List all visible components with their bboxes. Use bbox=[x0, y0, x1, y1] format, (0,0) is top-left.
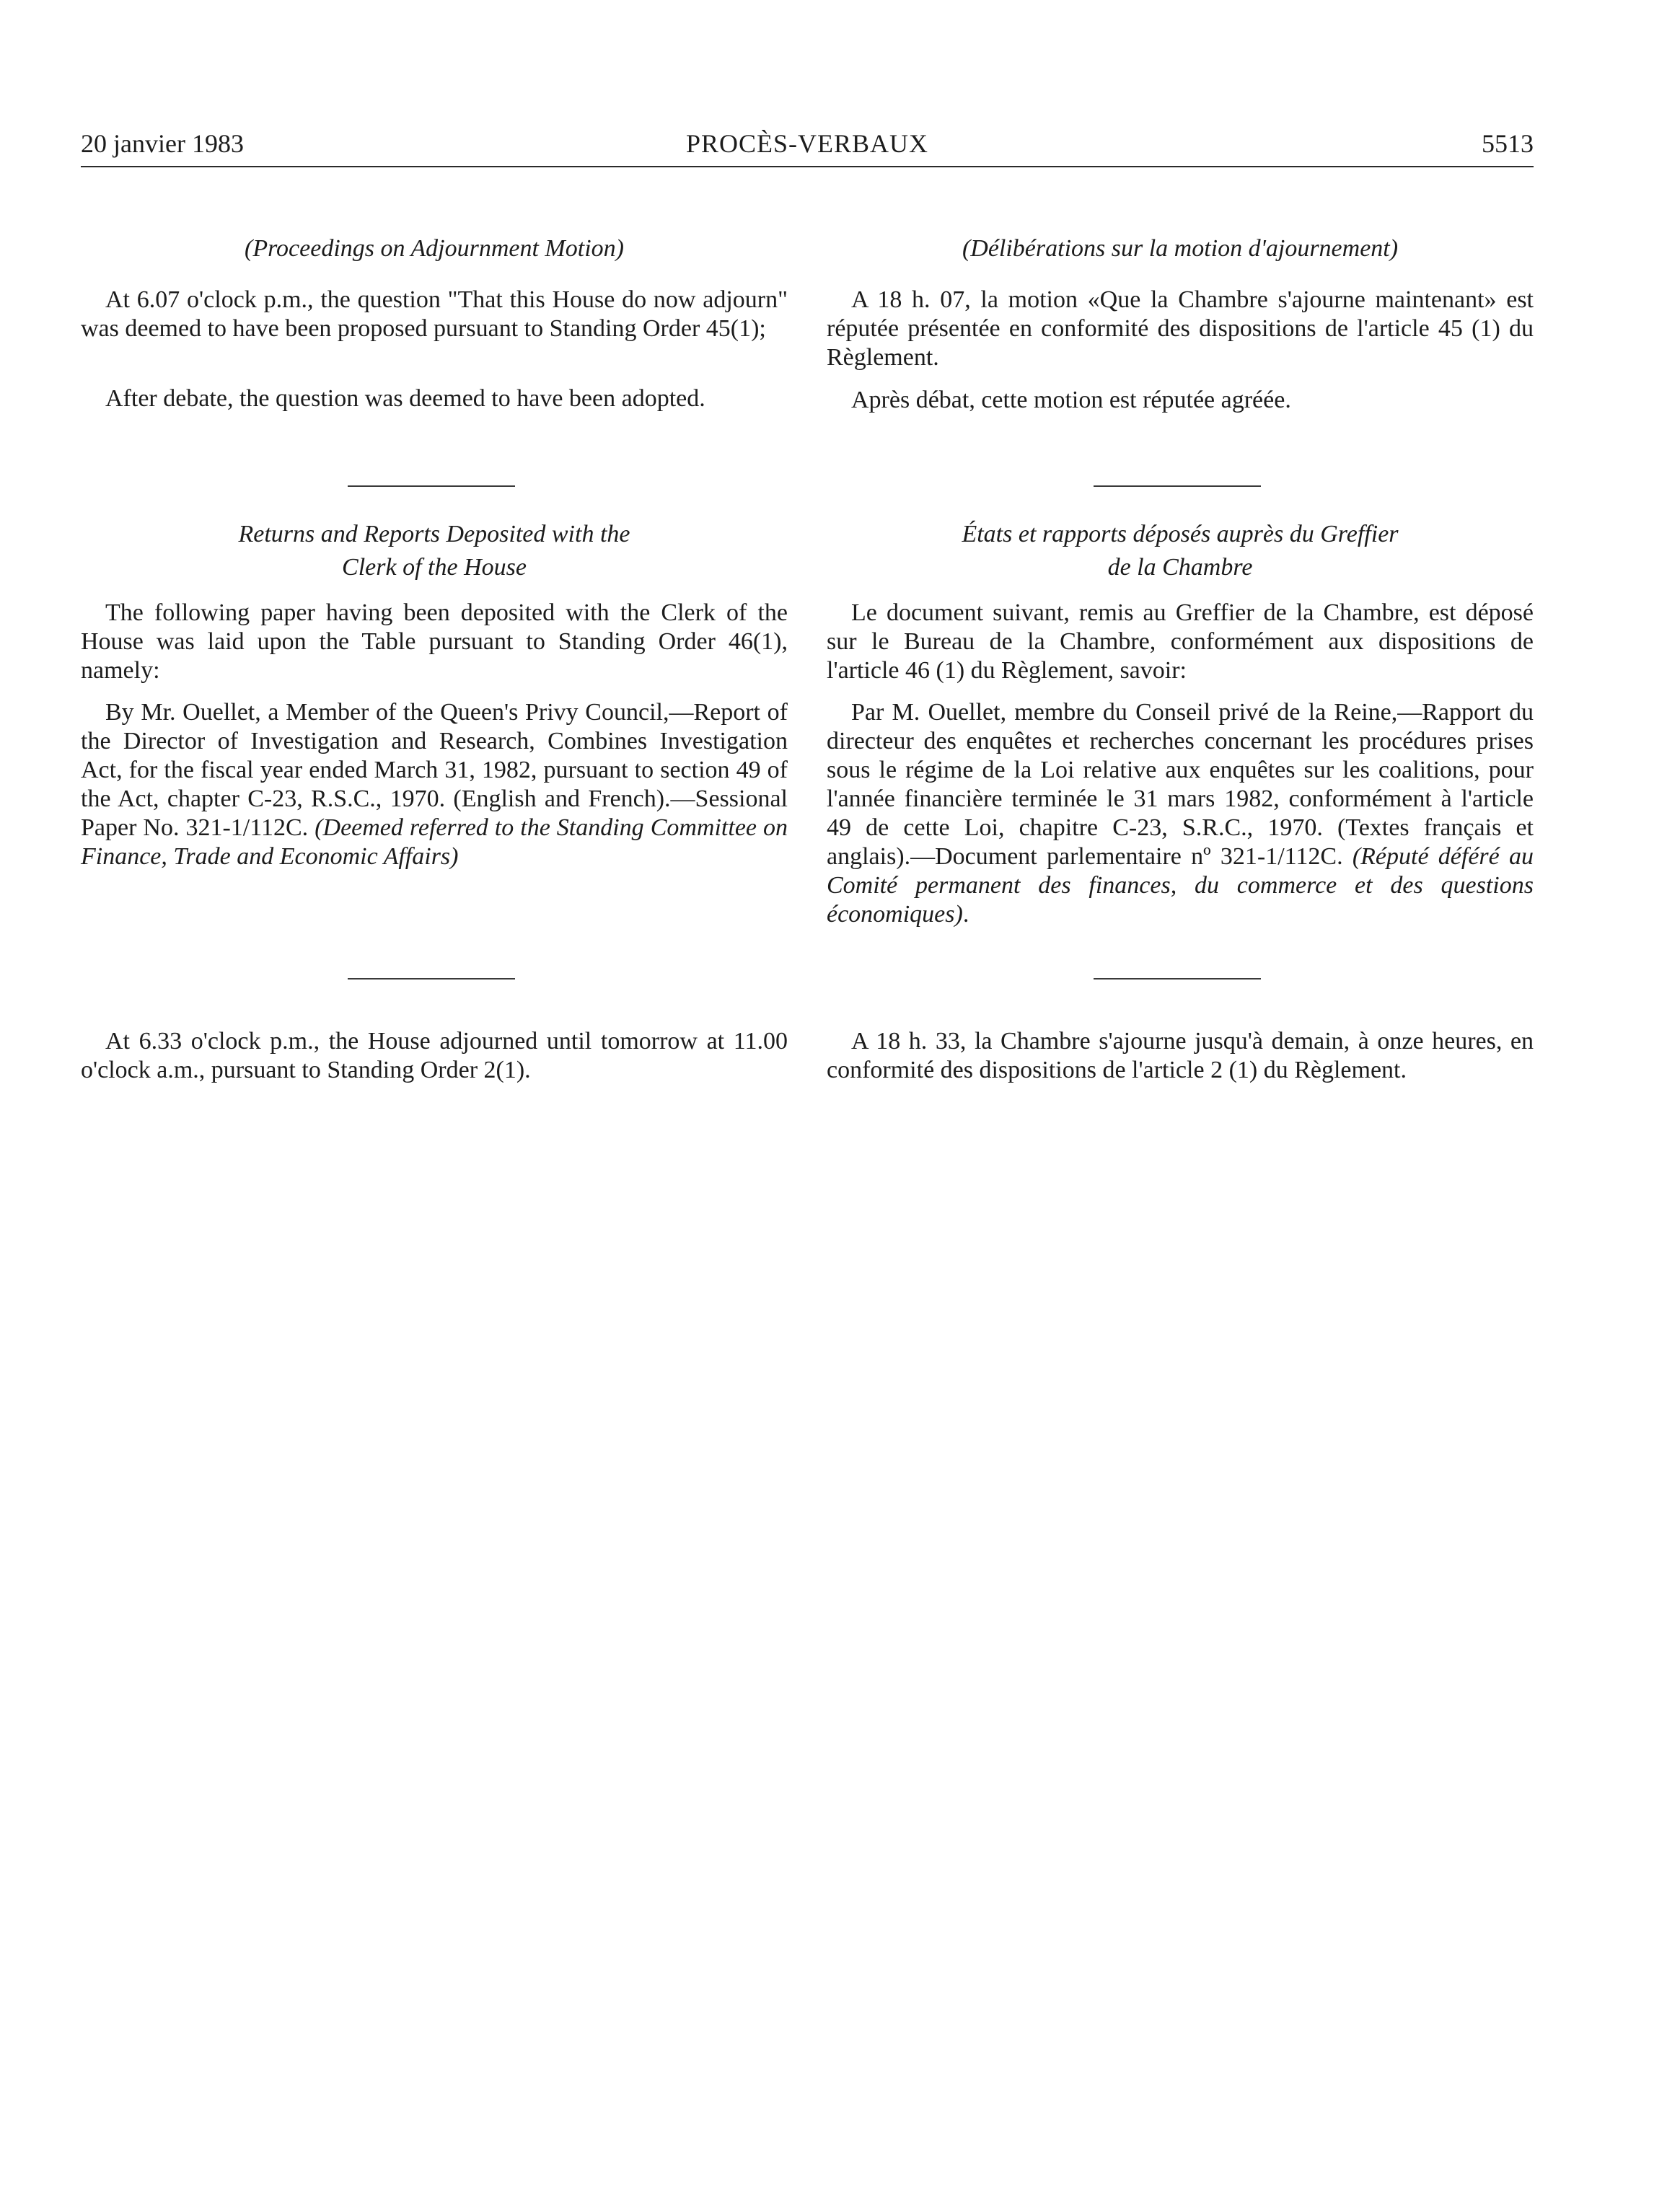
returns-heading-line1-fr: États et rapports déposés auprès du Greffier bbox=[962, 521, 1399, 547]
returns-para2-fr bbox=[827, 698, 1534, 929]
header-title: PROCÈS-VERBAUX bbox=[685, 129, 929, 158]
adjournment-para2-en: After debate, the question was deemed to have been adopted. bbox=[105, 385, 705, 412]
returns-heading-line2-fr: de la Chambre bbox=[1107, 554, 1253, 581]
adjournment-para1-en: At 6.07 o'clock p.m., the question "That this House do now adjourn" was deemed to have been proposed pursuant to Standing Order 45(1); bbox=[81, 286, 788, 342]
adjournment-heading-fr: (Délibérations sur la motion d'ajournement) bbox=[962, 235, 1399, 262]
header-rule bbox=[81, 166, 1534, 167]
page-header bbox=[81, 128, 1534, 164]
returns-para2-italic-fr: (Réputé déféré au Comité permanent des finances, du commerce et des questions économiques) bbox=[827, 843, 1534, 928]
returns-para2-text-fr: Par M. Ouellet, membre du Conseil privé de la Reine,—Rapport du directeur des enquêtes et recherches concernant les procédures prises sous le régime de la Loi relative aux enquêtes sur les coalitions, pour l'année financière terminée le 31 mars 1982, conformément à l'article 49 de cette Loi, chapitre C-23, S.R.C., 1970. (Textes français et anglais).—Document parlementaire nº 321-1/112C. bbox=[827, 699, 1534, 870]
returns-para2-text-en: By Mr. Ouellet, a Member of the Queen's Privy Council,—Report of the Director of Investigation and Research, Combines Investigation Act, for the fiscal year ended March 31, 1982, pursuant to section 49 of the Act, chapter C-23, R.S.C., 1970. (English and French).—Sessional Paper No. 321-1/112C. bbox=[81, 699, 788, 841]
returns-para1-en: The following paper having been deposited with the Clerk of the House was laid upon the Table pursuant to Standing Order 46(1), namely: bbox=[81, 599, 788, 684]
section-separator bbox=[1094, 978, 1261, 979]
returns-heading-line1-en: Returns and Reports Deposited with the bbox=[238, 521, 630, 547]
section-separator bbox=[348, 485, 515, 487]
returns-heading-fr bbox=[827, 518, 1534, 584]
returns-para1-fr: Le document suivant, remis au Greffier de la Chambre, est déposé sur le Bureau de la Chambre, conformément aux dispositions de l'article 46 (1) du Règlement, savoir: bbox=[827, 599, 1534, 684]
returns-para2-en bbox=[81, 698, 788, 871]
adjournment-heading-en: (Proceedings on Adjournment Motion) bbox=[245, 235, 624, 262]
returns-heading-line2-en: Clerk of the House bbox=[342, 554, 527, 581]
adjournment-para2-fr: Après débat, cette motion est réputée agréée. bbox=[851, 387, 1291, 413]
returns-para2-end-fr: . bbox=[962, 901, 969, 928]
header-page-number: 5513 bbox=[1482, 129, 1534, 158]
section-separator bbox=[348, 978, 515, 979]
closing-para-en: At 6.33 o'clock p.m., the House adjourned until tomorrow at 11.00 o'clock a.m., pursuant to Standing Order 2(1). bbox=[81, 1028, 788, 1083]
closing-para-fr: A 18 h. 33, la Chambre s'ajourne jusqu'à demain, à onze heures, en conformité des dispositions de l'article 2 (1) du Règlement. bbox=[827, 1028, 1534, 1083]
header-date: 20 janvier 1983 bbox=[81, 129, 244, 158]
section-separator bbox=[1094, 485, 1261, 487]
returns-heading-en bbox=[81, 518, 788, 584]
returns-para2-italic-en: (Deemed referred to the Standing Committee on Finance, Trade and Economic Affairs) bbox=[81, 814, 788, 870]
adjournment-para1-fr: A 18 h. 07, la motion «Que la Chambre s'ajourne maintenant» est réputée présentée en conformité des dispositions de l'article 45 (1) du Règlement. bbox=[827, 286, 1534, 371]
